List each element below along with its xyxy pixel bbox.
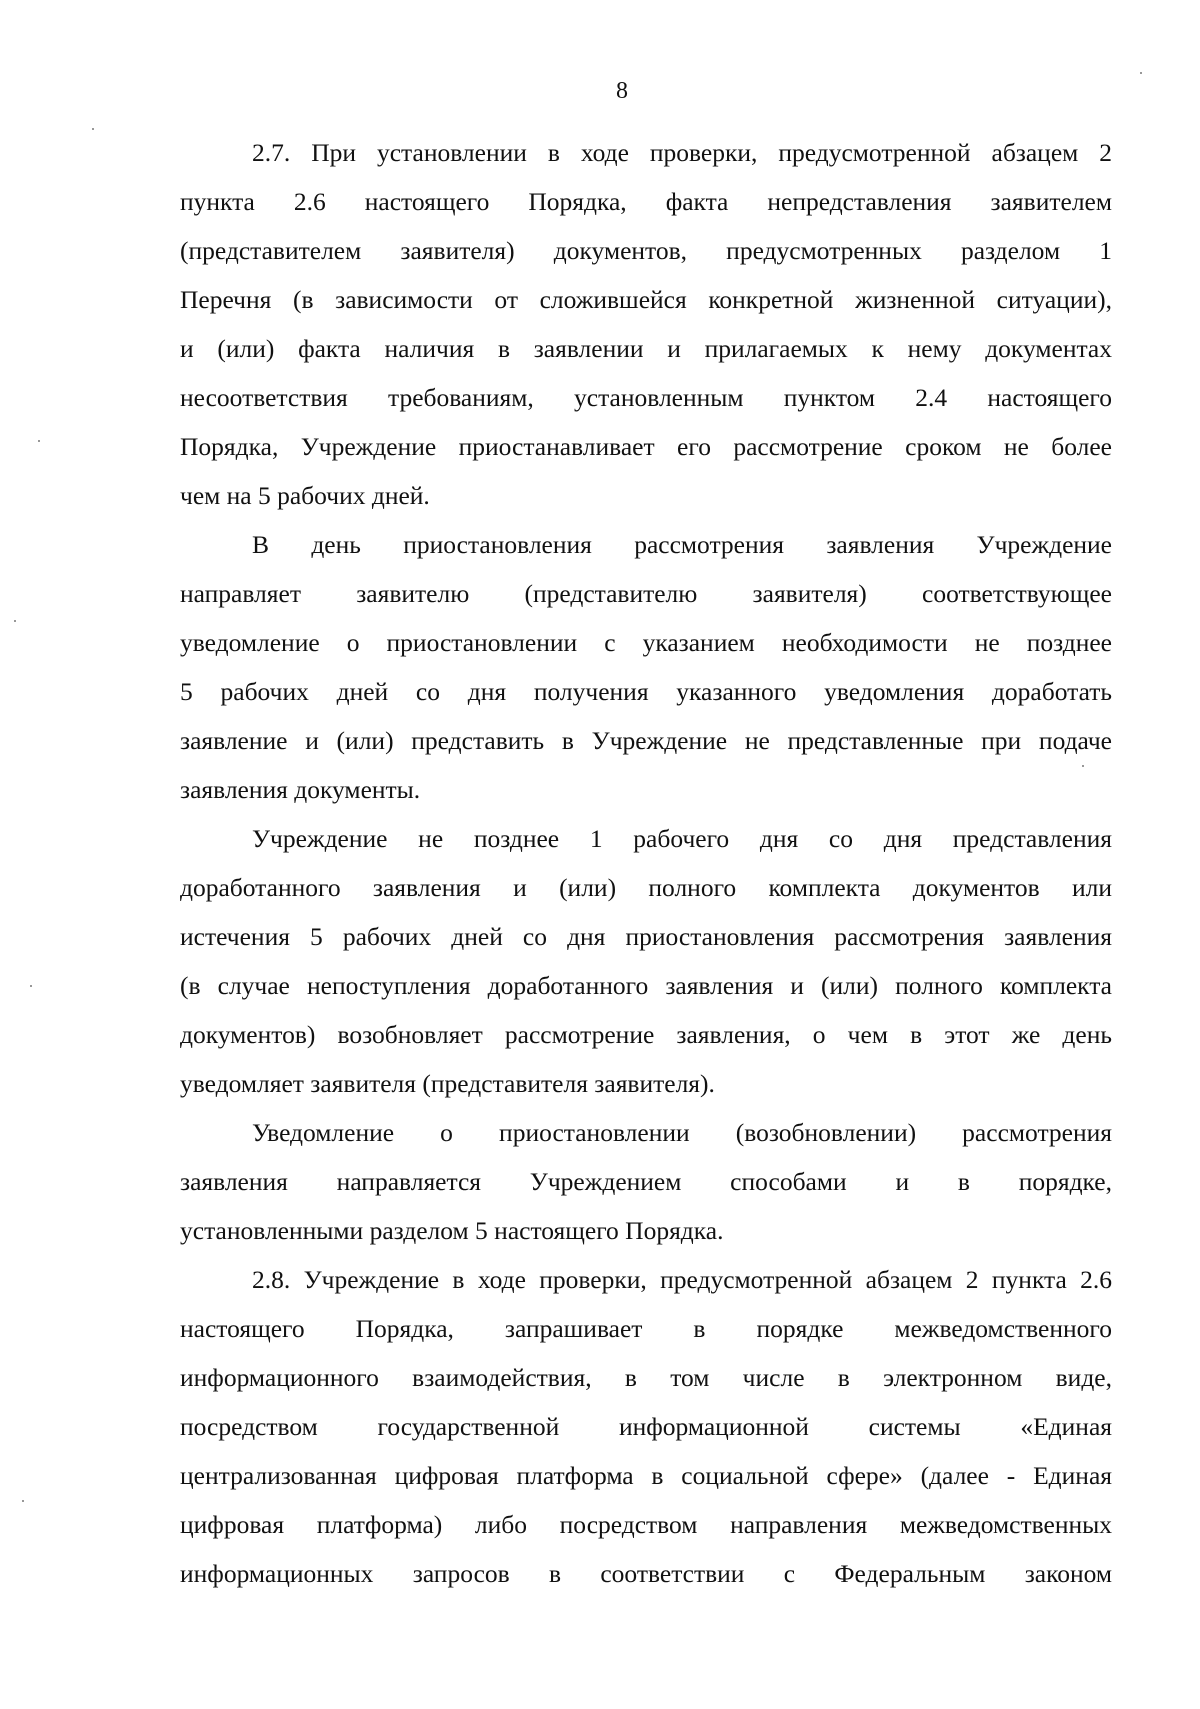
text-line: В день приостановления рассмотрения заявления Учреждение	[252, 530, 1112, 559]
paragraph	[180, 520, 1112, 814]
text-line: документов) возобновляет рассмотрение заявления, о чем в этот же день	[180, 1020, 1112, 1049]
paragraph	[180, 1255, 1112, 1598]
text-line: цифровая платформа) либо посредством направления межведомственных	[180, 1510, 1112, 1539]
text-line: установленными разделом 5 настоящего Порядка.	[180, 1216, 724, 1245]
scan-speck	[22, 1500, 24, 1502]
text-line: Уведомление о приостановлении (возобновлении) рассмотрения	[252, 1118, 1112, 1147]
text-line: истечения 5 рабочих дней со дня приостановления рассмотрения заявления	[180, 922, 1112, 951]
scan-speck	[1140, 72, 1142, 74]
scan-speck	[1082, 765, 1084, 767]
paragraph	[180, 1108, 1112, 1255]
text-line: и (или) факта наличия в заявлении и прилагаемых к нему документах	[180, 334, 1112, 363]
text-line: Порядка, Учреждение приостанавливает его рассмотрение сроком не более	[180, 432, 1112, 461]
text-line: уведомление о приостановлении с указанием необходимости не позднее	[180, 628, 1112, 657]
text-line: информационных запросов в соответствии с Федеральным законом	[180, 1559, 1112, 1588]
text-line: заявления документы.	[180, 775, 421, 804]
scan-speck	[30, 985, 32, 987]
paragraph	[180, 814, 1112, 1108]
text-line: уведомляет заявителя (представителя заявителя).	[180, 1069, 715, 1098]
text-line: 5 рабочих дней со дня получения указанного уведомления доработать	[180, 677, 1112, 706]
text-line: 2.7. При установлении в ходе проверки, предусмотренной абзацем 2	[252, 138, 1112, 167]
text-line: настоящего Порядка, запрашивает в порядке межведомственного	[180, 1314, 1112, 1343]
text-line: доработанного заявления и (или) полного комплекта документов или	[180, 873, 1112, 902]
text-line: чем на 5 рабочих дней.	[180, 481, 430, 510]
text-line: Перечня (в зависимости от сложившейся конкретной жизненной ситуации),	[180, 285, 1112, 314]
text-line: (в случае непоступления доработанного заявления и (или) полного комплекта	[180, 971, 1112, 1000]
text-line: пункта 2.6 настоящего Порядка, факта непредставления заявителем	[180, 187, 1112, 216]
scan-speck	[92, 128, 94, 130]
paragraph	[180, 128, 1112, 520]
text-line: направляет заявителю (представителю заявителя) соответствующее	[180, 579, 1112, 608]
page-number: 8	[616, 78, 628, 104]
text-line: (представителем заявителя) документов, предусмотренных разделом 1	[180, 236, 1112, 265]
scan-speck	[14, 620, 16, 622]
text-line: централизованная цифровая платформа в социальной сфере» (далее - Единая	[180, 1461, 1112, 1490]
scan-speck	[38, 440, 40, 442]
text-line: заявление и (или) представить в Учреждение не представленные при подаче	[180, 726, 1112, 755]
text-line: несоответствия требованиям, установленным пунктом 2.4 настоящего	[180, 383, 1112, 412]
text-line: 2.8. Учреждение в ходе проверки, предусмотренной абзацем 2 пункта 2.6	[252, 1265, 1112, 1294]
text-line: информационного взаимодействия, в том числе в электронном виде,	[180, 1363, 1112, 1392]
text-line: заявления направляется Учреждением способами и в порядке,	[180, 1167, 1112, 1196]
text-line: Учреждение не позднее 1 рабочего дня со дня представления	[252, 824, 1112, 853]
document-body	[180, 128, 1112, 1598]
text-line: посредством государственной информационной системы «Единая	[180, 1412, 1112, 1441]
